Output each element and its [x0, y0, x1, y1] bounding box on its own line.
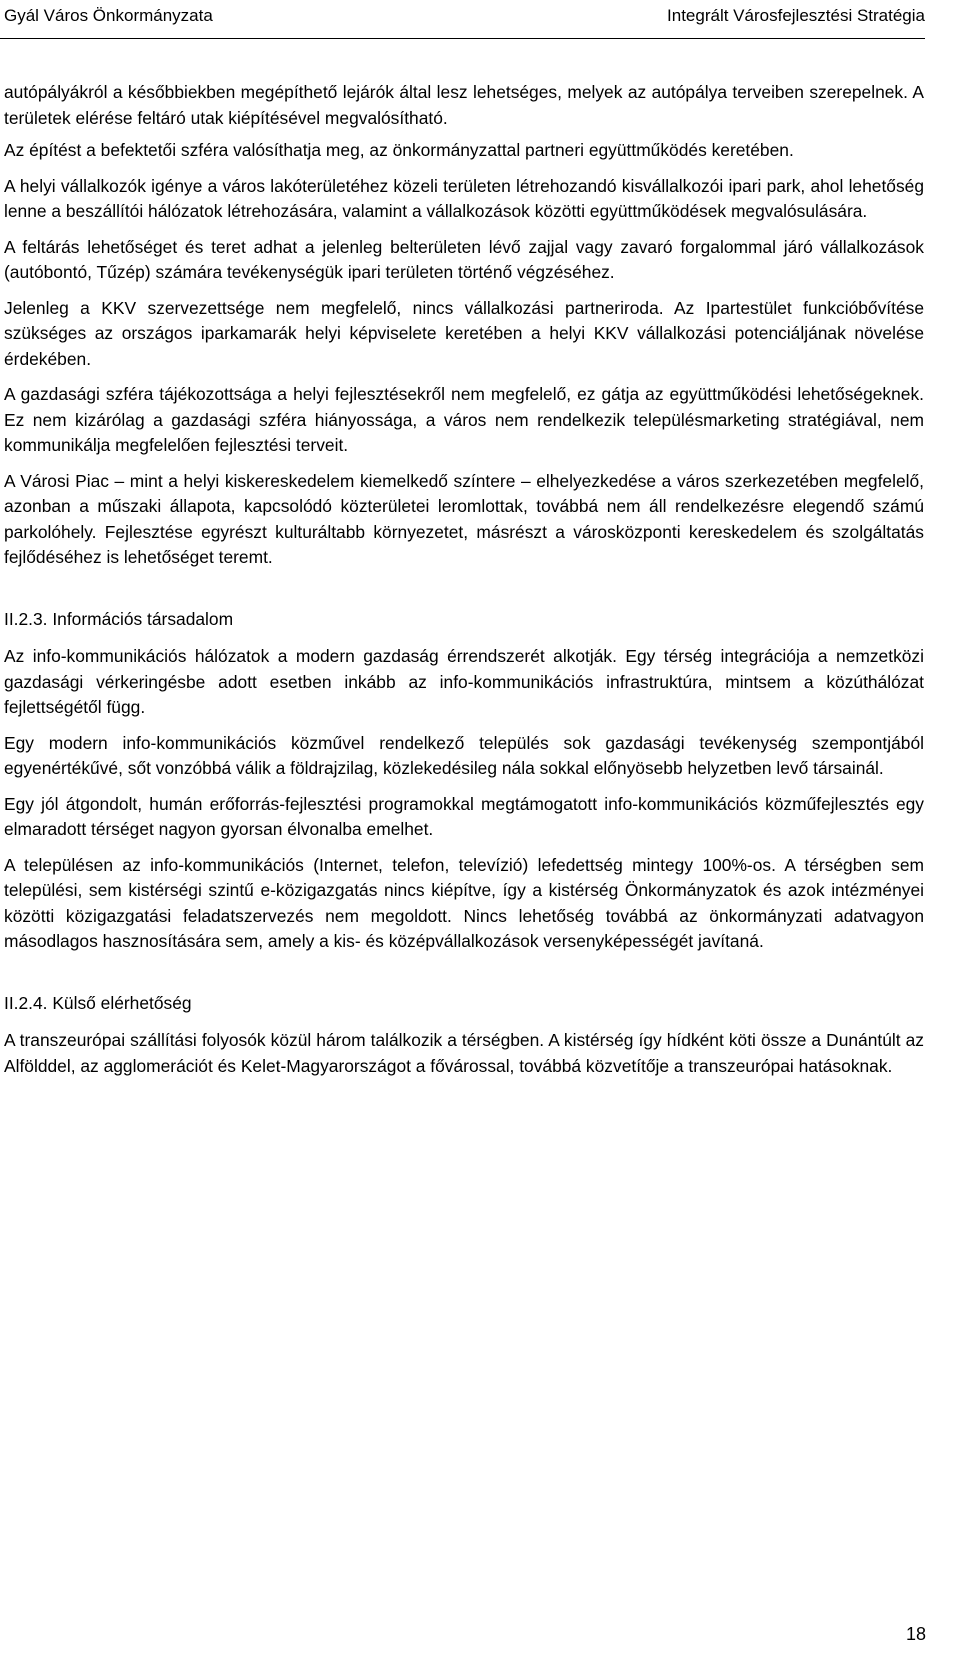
paragraph: A transzeurópai szállítási folyosók közül három találkozik a térségben. A kistérség így hídként köti össze a Dunántúlt az Alfölddel, az agglomerációt és Kelet-Magyarországot a fővárossal, továbbá közvetítője a transzeurópai hatásoknak. [4, 1030, 924, 1076]
paragraph: A településen az info-kommunikációs (Internet, telefon, televízió) lefedettség mintegy 100%-os. A térségben sem települési, sem kistérségi szintű e-közigazgatás nincs kiépítve, így a kistérség Önkormányzatok és azok intézményei közötti közigazgatási feladatszervezés nem megoldott. Nincs lehetőség továbbá az önkormányzati adatvagyon másodlagos hasznosítására sem, amely a kis- és középvállalkozások versenyképességét javítaná. [4, 854, 924, 951]
header-document-title: Integrált Városfejlesztési Stratégia [667, 6, 925, 25]
paragraph: Egy modern info-kommunikációs közművel rendelkező település sok gazdasági tevékenység szempontjából egyenértékűvé, sőt vonzóbbá válik a földrajzilag, közlekedésileg nála sokkal előnyösebb helyzetben levő társainál. [4, 732, 924, 778]
paragraph: A helyi vállalkozók igénye a város lakóterületéhez közeli területen létrehozandó kisvállalkozói ipari park, ahol lehetőség lenne a beszállítói hálózatok létrehozására, valamint a vállalkozások közötti együttműködések megvalósulására. [4, 175, 924, 221]
page-number: 18 [905, 1624, 926, 1644]
paragraph: autópályákról a későbbiekben megépíthető lejárók által lesz lehetséges, melyek az autópálya terveiben szerepelnek. A területek elérése feltáró utak kiépítésével megvalósítható. [4, 82, 924, 128]
section-heading-external-accessibility: II.2.4. Külső elérhetőség [4, 992, 192, 1013]
paragraph: A feltárás lehetőséget és teret adhat a jelenleg belterületen lévő zajjal vagy zavaró forgalommal járó vállalkozások (autóbontó, Tűzép) számára tevékenységük ipari területen történő végzéséhez. [4, 236, 924, 282]
paragraph: Az info-kommunikációs hálózatok a modern gazdaság érrendszerét alkotják. Egy térség integrációja a nemzetközi gazdasági vérkeringésbe adott esetben inkább az info-kommunikációs infrastruktúra, mintsem a közúthálózat fejlettségétől függ. [4, 646, 924, 717]
document-body [4, 80, 924, 1089]
paragraph: Jelenleg a KKV szervezettsége nem megfelelő, nincs vállalkozási partneriroda. Az Ipartestület funkcióbővítése szükséges az országos iparkamarák helyi képviselete keretében a helyi KKV vállalkozási potenciáljának növelése érdekében. [4, 297, 924, 369]
paragraph: A gazdasági szféra tájékozottsága a helyi fejlesztésekről nem megfelelő, ez gátja az együttműködési lehetőségeknek. Ez nem kizárólag a gazdasági szféra hiányossága, a város nem rendelkezik településmarketing stratégiával, nem kommunikálja megfelelően fejlesztési terveit. [4, 384, 924, 455]
paragraph: A Városi Piac – mint a helyi kiskereskedelem kiemelkedő színtere – elhelyezkedése a város szerkezetében megfelelő, azonban a műszaki állapota, kapcsolódó közterületei leromlottak, továbbá nem áll rendelkezésre elegendő számú parkolóhely. Fejlesztése egyrészt kulturáltabb környezetet, másrészt a városközponti kereskedelem és szolgáltatás fejlődéséhez is lehetőséget teremt. [4, 470, 924, 567]
header-organization: Gyál Város Önkormányzata [4, 6, 213, 25]
page-header [0, 0, 925, 39]
section-heading-information-society: II.2.3. Információs társadalom [4, 608, 234, 629]
paragraph: Egy jól átgondolt, humán erőforrás-fejlesztési programokkal megtámogatott info-kommunikációs közműfejlesztés egy elmaradott térséget nagyon gyorsan élvonalba emelhet. [4, 793, 924, 839]
paragraph: Az építést a befektetői szféra valósíthatja meg, az önkormányzattal partneri együttműködés keretében. [4, 140, 794, 160]
